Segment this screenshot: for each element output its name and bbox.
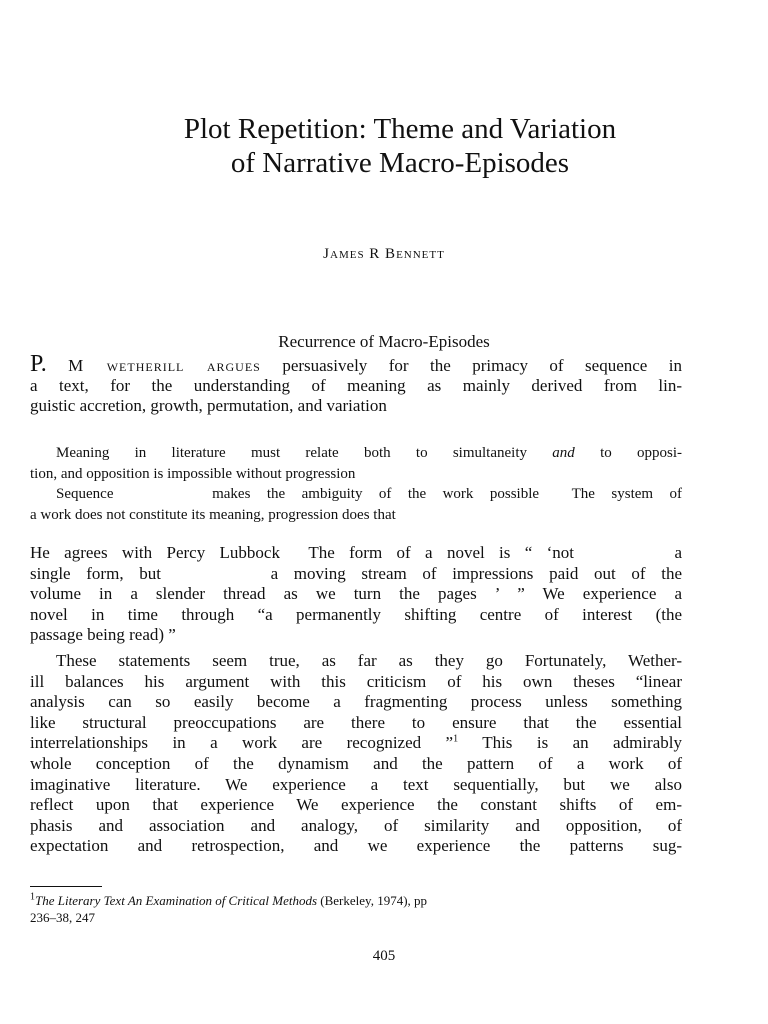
body-line-5: passage being read) ” bbox=[30, 625, 176, 645]
author-name: James R Bennett bbox=[323, 246, 445, 262]
footnote-title: The Literary Text An Examination of Critical Methods bbox=[35, 893, 318, 908]
quote-line-1-a: Meaning in literature must relate both to simultaneity bbox=[56, 445, 528, 461]
para2-line-5-a: interrelationships in a work are recognized ” bbox=[30, 733, 454, 753]
footnote-line-1 bbox=[30, 892, 682, 909]
quote-line-3: Sequence makes the ambiguity of the work possible The system of bbox=[56, 486, 682, 502]
quote-line-1-b: to opposi- bbox=[600, 445, 683, 461]
body-paragraph-1 bbox=[30, 543, 682, 646]
footnote bbox=[30, 892, 682, 926]
quote-line-4: a work does not constitute its meaning, progression does that bbox=[30, 506, 396, 523]
para2-line-4: like structural preoccupations are there to ensure that the essential bbox=[30, 712, 682, 732]
page-number: 405 bbox=[372, 948, 396, 964]
footnote-marker: 1 bbox=[30, 891, 35, 903]
body-paragraph-2 bbox=[30, 651, 682, 857]
body-line-3: volume in a slender thread as we turn the pages ’ ” We experience a bbox=[30, 584, 682, 604]
body-line-1: He agrees with Percy Lubbock The form of a novel is “ ‘not a bbox=[30, 543, 682, 562]
para2-line-6: whole conception of the dynamism and the pattern of a work of bbox=[30, 753, 682, 773]
para2-line-9: phasis and association and analogy, of similarity and opposition, of bbox=[30, 815, 682, 835]
para2-line-2: ill balances his argument with this criticism of his own theses “linear bbox=[30, 671, 682, 691]
dropcap: P. bbox=[30, 351, 47, 377]
opening-line-3: guistic accretion, growth, permutation, and variation bbox=[30, 396, 387, 415]
para2-line-5-b: This is an admirably bbox=[458, 733, 682, 753]
para2-line-10: expectation and retrospection, and we experience the patterns sug- bbox=[30, 836, 682, 856]
section-heading: Recurrence of Macro-Episodes bbox=[278, 332, 490, 351]
body-line-2: single form, but a moving stream of impressions paid out of the bbox=[30, 563, 682, 583]
footnote-divider bbox=[30, 886, 102, 887]
para2-line-5 bbox=[30, 733, 682, 754]
opening-line-1-rest: persuasively for the primacy of sequence in bbox=[282, 356, 683, 375]
opening-line-1 bbox=[30, 351, 683, 377]
para2-line-1: These statements seem true, as far as they go Fortunately, Wether- bbox=[56, 651, 682, 670]
title-line-2: of Narrative Macro-Episodes bbox=[230, 147, 570, 179]
quote-line-1 bbox=[30, 443, 682, 464]
quote-line-2: tion, and opposition is impossible without progression bbox=[30, 465, 356, 482]
quote-emphasis: and bbox=[552, 445, 575, 461]
title-line-1: Plot Repetition: Theme and Variation bbox=[183, 113, 617, 145]
opening-paragraph bbox=[30, 351, 683, 416]
para2-line-3: analysis can so easily become a fragmenting process unless something bbox=[30, 692, 682, 712]
para2-line-8: reflect upon that experience We experience the constant shifts of em- bbox=[30, 795, 682, 815]
body-line-4: novel in time through “a permanently shifting centre of interest (the bbox=[30, 604, 682, 624]
block-quote bbox=[30, 443, 682, 525]
footnote-line-2: 236–38, 247 bbox=[30, 910, 95, 925]
footnote-rest: (Berkeley, 1974), pp bbox=[317, 893, 428, 908]
opening-smallcaps: M wetherill argues bbox=[68, 356, 261, 375]
para2-line-7: imaginative literature. We experience a text sequentially, but we also bbox=[30, 774, 682, 794]
footnote-ref[interactable]: 1 bbox=[453, 733, 459, 745]
article-title bbox=[40, 112, 760, 180]
opening-line-2: a text, for the understanding of meaning as mainly derived from lin- bbox=[30, 376, 682, 395]
